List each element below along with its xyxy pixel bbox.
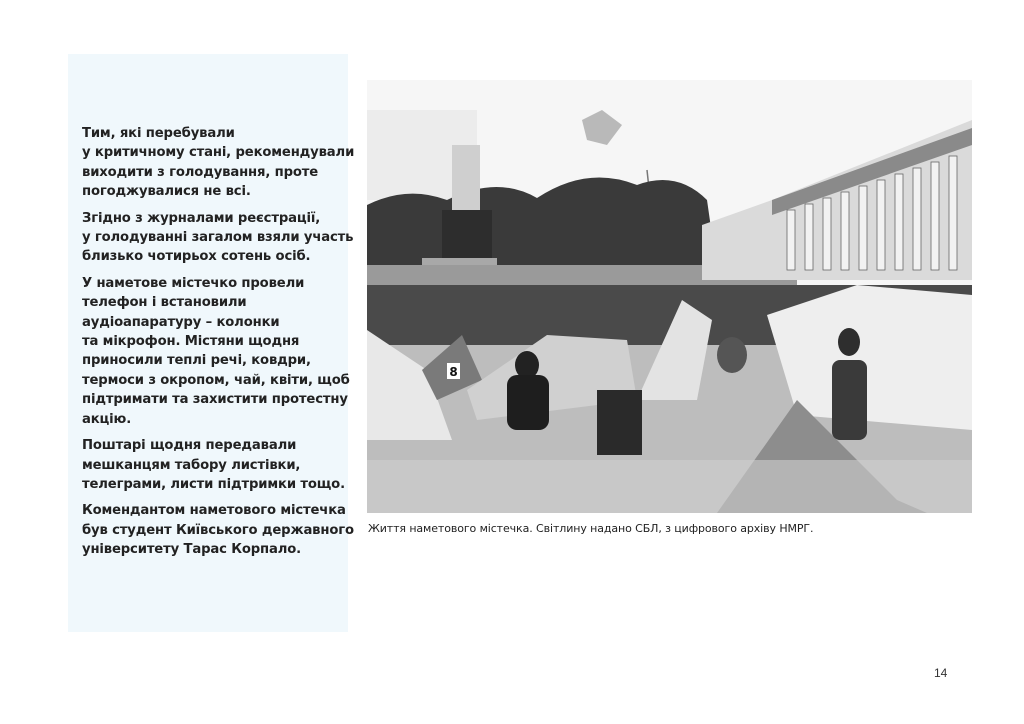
text-line: був студент Київського державного [82,522,354,538]
text-sidebar [68,54,355,632]
paragraph-3 [82,274,350,429]
text-line: телеграми, листи підтримки тощо. [82,476,345,492]
text-line: близько чотирьох сотень осіб. [82,249,311,265]
text-line: у критичному стані, рекомендували [82,145,355,161]
text-line: У наметове містечко провели [82,275,305,291]
monument-figures [442,210,492,260]
person [507,375,549,430]
tent-camp-photo [367,80,972,513]
page-number: 14 [934,666,948,680]
text-line: Поштарі щодня передавали [82,438,297,454]
text-line: акцію. [82,411,132,427]
text-line: університету Тарас Корпало. [82,542,302,558]
paragraph-4 [82,436,345,494]
photo-caption: Життя наметового містечка. Світлину надано СБЛ, з цифрового архіву НМРГ. [368,522,814,535]
person [838,328,860,356]
text-line: приносили теплі речі, ковдри, [82,353,311,369]
text-line: та мікрофон. Містяни щодня [82,334,300,350]
text-line: виходити з голодування, проте [82,164,319,180]
speaker-box [597,390,642,455]
text-line: мешканцям табору листівки, [82,457,301,473]
text-line: Комендантом наметового містечка [82,503,346,519]
photo-illustration [367,80,972,513]
text-line: аудіоапаратуру – колонки [82,314,280,330]
paragraph-5 [82,501,354,559]
person [515,351,539,379]
text-line: телефон і встановили [82,295,247,311]
text-line: Тим, які перебували [82,126,235,141]
text-line: погоджувалися не всі. [82,184,251,200]
text-line: у голодуванні загалом взяли участь [82,230,354,246]
paragraph-1 [82,124,355,202]
text-line: підтримати та захистити протестну [82,392,348,408]
monument-statue [452,145,480,215]
foreground-items [367,460,972,513]
text-line: Згідно з журналами реєстрації, [82,210,321,226]
tent-number: 8 [449,365,458,379]
paragraph-2 [82,209,354,267]
text-line: термоси з окропом, чай, квіти, щоб [82,372,350,388]
person [832,360,867,440]
person [717,337,747,373]
